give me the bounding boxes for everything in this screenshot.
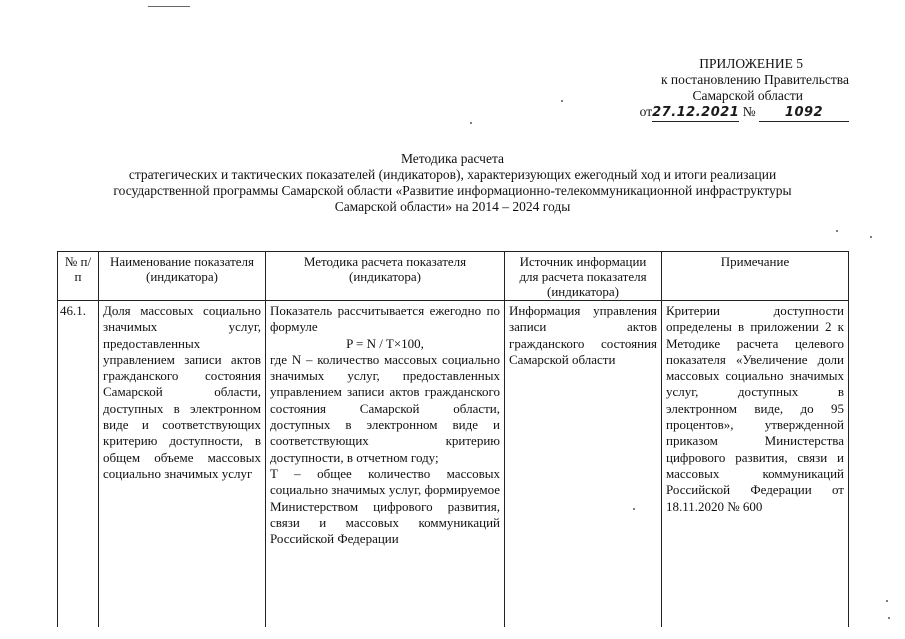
scan-speck — [886, 600, 888, 602]
scan-speck — [470, 122, 472, 124]
row-indicator-name: Доля массовых социально значимых услуг, предоставленных управлением записи актов гражданского состояния Самарской области, доступных в электронном виде и соответствующих критерию доступности, в общем объеме массовых социально значимых услуг — [99, 301, 266, 628]
row-number: 46.1. — [58, 301, 99, 628]
row-method — [266, 301, 505, 628]
method-intro: Показатель рассчитывается ежегодно по формуле — [270, 303, 500, 335]
scan-speck — [633, 508, 635, 510]
appendix-region: Самарской области — [692, 88, 803, 103]
scan-speck — [836, 230, 838, 232]
title-line-1: Методика расчета — [400, 151, 505, 166]
table-header-row — [58, 252, 849, 301]
appendix-header — [640, 56, 849, 122]
title-line-2: стратегических и тактических показателей (индикаторов), характеризующих ежегодный ход и итоги реализации — [128, 167, 777, 182]
row-note: Критерии доступности определены в приложении 2 к Методике расчета целевого показателя «Увеличение доли массовых социально значимых услуг, доступных в электронном виде, до 95 процентов», утвержденной приказом Министерства цифрового развития, связи и массовых коммуникаций Российской Федерации от 18.11.2020 № 600 — [662, 301, 849, 628]
table-row — [58, 301, 849, 628]
method-n-definition: где N – количество массовых социально значимых услуг, предоставленных управлением записи актов гражданского состояния Самарской области, доступных в электронном виде и соответствующих критерию доступности, в отчетном году; — [270, 351, 500, 465]
method-formula: P = N / T×100, — [346, 335, 424, 351]
title-line-4: Самарской области» на 2014 – 2024 годы — [334, 199, 571, 214]
row-source: Информация управления записи актов гражданского состояния Самарской области — [505, 301, 662, 628]
handwritten-date: 27.12.2021 — [652, 105, 740, 120]
scan-speck — [888, 617, 890, 619]
header-note: Примечание — [662, 252, 849, 301]
method-t-definition: T – общее количество массовых социально значимых услуг, формируемое Министерством цифрового развития, связи и массовых коммуникаций Российской Федерации — [270, 465, 500, 547]
appendix-title: ПРИЛОЖЕНИЕ 5 — [699, 56, 803, 71]
scan-speck — [561, 100, 563, 102]
header-source: Источник информации для расчета показателя (индикатора) — [505, 252, 662, 301]
appendix-date-number — [640, 104, 849, 122]
methodology-table — [57, 251, 849, 627]
scan-speck — [870, 236, 872, 238]
header-method: Методика расчета показателя (индикатора) — [266, 252, 505, 301]
appendix-resolution: к постановлению Правительства — [660, 72, 849, 87]
handwritten-number: 1092 — [759, 105, 849, 122]
from-label: от — [639, 104, 653, 119]
document-title — [40, 151, 865, 215]
number-label: № — [742, 104, 756, 119]
scan-artifact-line — [148, 6, 190, 7]
header-number: № п/п — [58, 252, 99, 301]
header-indicator-name: Наименование показателя (индикатора) — [99, 252, 266, 301]
title-line-3: государственной программы Самарской области «Развитие информационно-телекоммуникационной инфраструктуры — [113, 183, 792, 198]
